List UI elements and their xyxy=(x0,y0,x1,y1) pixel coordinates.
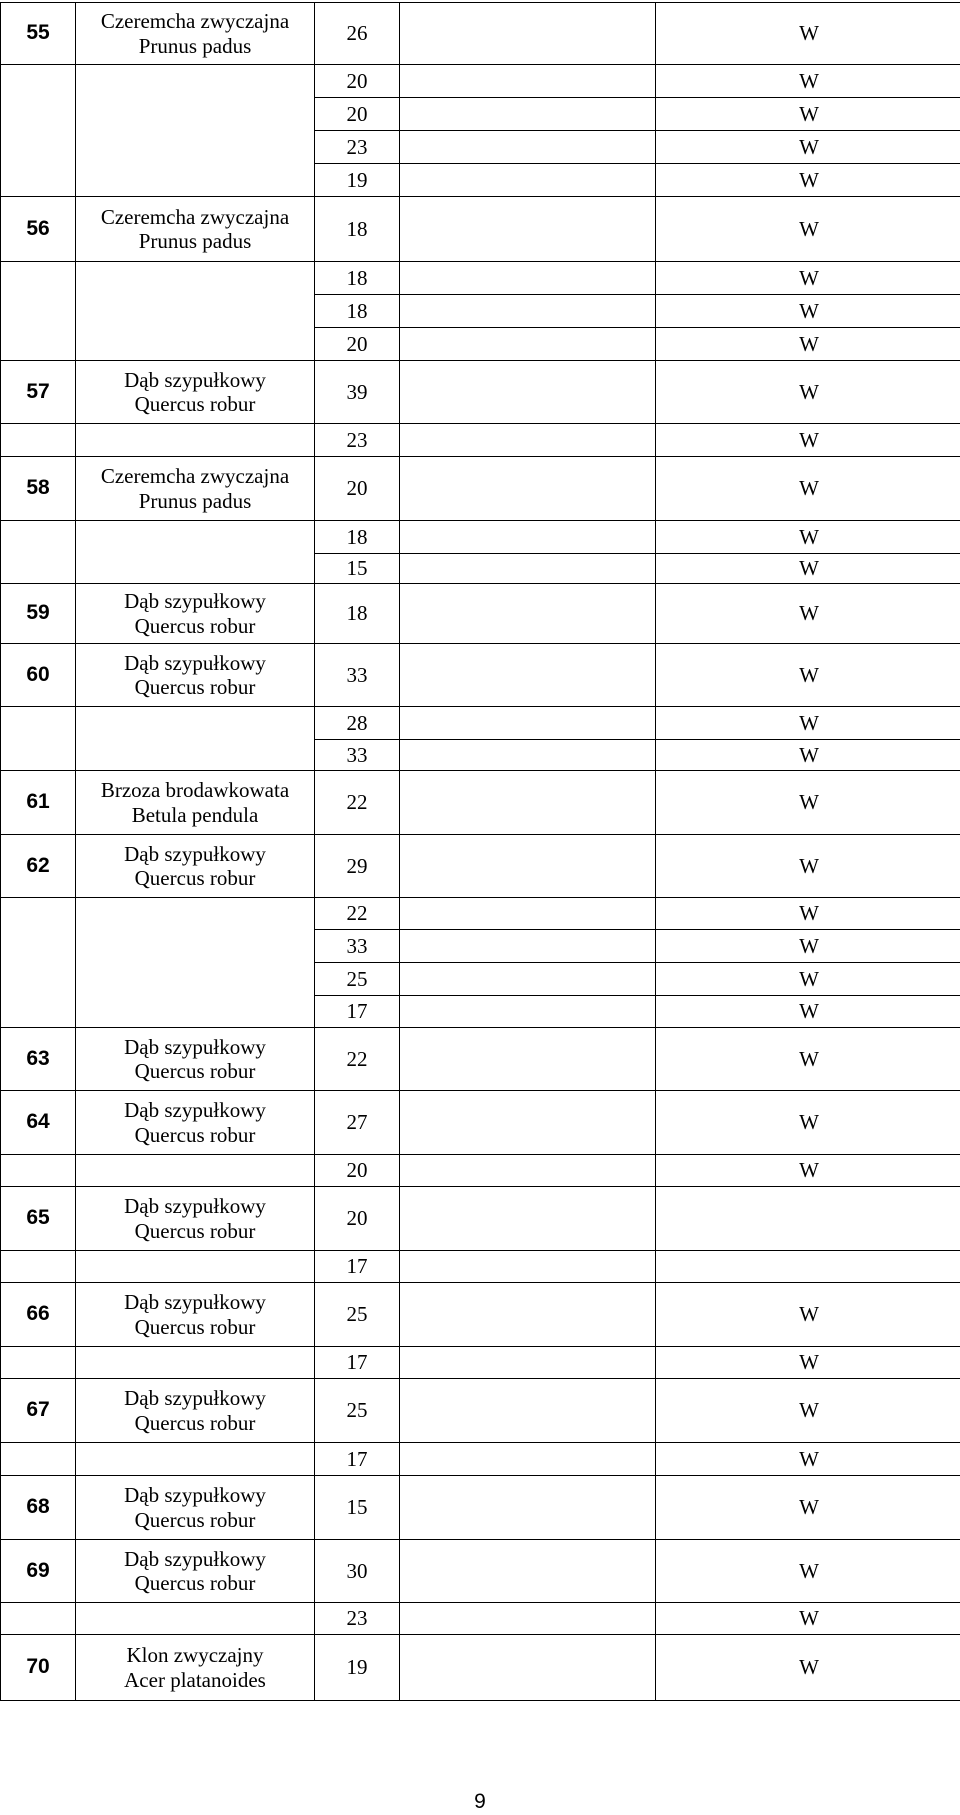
tree-number: 68 xyxy=(1,1476,76,1540)
table-row xyxy=(1,361,960,424)
species-cell xyxy=(76,197,315,262)
mark-cell: W xyxy=(656,521,960,554)
table-row xyxy=(1,1283,960,1347)
species-name-latin: Prunus padus xyxy=(138,488,252,513)
species-cell xyxy=(76,1155,315,1187)
trunk-size-cell: 18 xyxy=(315,197,400,262)
species-cell xyxy=(76,424,315,457)
mark-cell xyxy=(656,1251,960,1283)
species-name-polish: Dąb szypułkowy xyxy=(124,367,266,392)
tree-number: 70 xyxy=(1,1635,76,1701)
species-cell xyxy=(76,361,315,424)
empty-cell xyxy=(400,131,656,164)
species-name-polish: Dąb szypułkowy xyxy=(124,841,266,866)
trunk-size-cell: 30 xyxy=(315,1540,400,1603)
tree-number xyxy=(1,707,76,771)
species-cell xyxy=(76,1476,315,1540)
tree-number xyxy=(1,1155,76,1187)
trunk-size-cell: 17 xyxy=(315,1251,400,1283)
tree-number xyxy=(1,1603,76,1635)
empty-cell xyxy=(400,1251,656,1283)
tree-number: 64 xyxy=(1,1091,76,1155)
empty-cell xyxy=(400,554,656,584)
species-cell xyxy=(76,584,315,644)
species-cell xyxy=(76,1443,315,1476)
empty-cell xyxy=(400,996,656,1028)
species-cell xyxy=(76,1540,315,1603)
trunk-size-cell: 23 xyxy=(315,424,400,457)
table-row xyxy=(1,3,960,65)
trunk-size-cell: 17 xyxy=(315,996,400,1028)
table-row xyxy=(1,1540,960,1603)
mark-cell: W xyxy=(656,164,960,197)
species-name-polish: Dąb szypułkowy xyxy=(124,1194,266,1219)
mark-cell: W xyxy=(656,98,960,131)
tree-number: 65 xyxy=(1,1187,76,1251)
species-name-latin: Acer platanoides xyxy=(124,1667,266,1692)
table-row xyxy=(1,262,960,295)
species-name-latin: Quercus robur xyxy=(134,1410,256,1435)
tree-number xyxy=(1,1443,76,1476)
tree-number: 63 xyxy=(1,1028,76,1091)
empty-cell xyxy=(400,1347,656,1379)
species-cell xyxy=(76,1635,315,1701)
species-cell xyxy=(76,3,315,65)
trunk-size-cell: 20 xyxy=(315,1155,400,1187)
species-name-latin: Quercus robur xyxy=(134,1122,256,1147)
mark-cell: W xyxy=(656,1476,960,1540)
table-row xyxy=(1,1347,960,1379)
tree-number xyxy=(1,424,76,457)
species-cell xyxy=(76,835,315,898)
mark-cell: W xyxy=(656,1155,960,1187)
tree-number: 58 xyxy=(1,457,76,521)
table-row xyxy=(1,1635,960,1701)
table-row xyxy=(1,1028,960,1091)
species-name-polish: Klon zwyczajny xyxy=(126,1643,264,1668)
mark-cell: W xyxy=(656,197,960,262)
tree-number: 57 xyxy=(1,361,76,424)
table-row xyxy=(1,1379,960,1443)
table-body xyxy=(1,3,960,1701)
mark-cell: W xyxy=(656,1283,960,1347)
species-cell xyxy=(76,1187,315,1251)
page-number: 9 xyxy=(474,1790,486,1813)
empty-cell xyxy=(400,1283,656,1347)
table-row xyxy=(1,65,960,98)
table-row xyxy=(1,1251,960,1283)
species-name-latin: Prunus padus xyxy=(138,229,252,253)
trunk-size-cell: 26 xyxy=(315,3,400,65)
species-cell xyxy=(76,1251,315,1283)
mark-cell: W xyxy=(656,1379,960,1443)
empty-cell xyxy=(400,644,656,707)
table-row xyxy=(1,584,960,644)
trunk-size-cell: 19 xyxy=(315,164,400,197)
species-name-polish: Dąb szypułkowy xyxy=(124,1483,266,1508)
trunk-size-cell: 18 xyxy=(315,262,400,295)
species-cell xyxy=(76,771,315,835)
mark-cell: W xyxy=(656,835,960,898)
species-name-latin: Quercus robur xyxy=(134,392,256,416)
tree-number: 60 xyxy=(1,644,76,707)
empty-cell xyxy=(400,328,656,361)
trunk-size-cell: 15 xyxy=(315,554,400,584)
empty-cell xyxy=(400,707,656,740)
trunk-size-cell: 33 xyxy=(315,740,400,771)
table-row xyxy=(1,457,960,521)
species-cell xyxy=(76,1091,315,1155)
species-name-latin: Prunus padus xyxy=(138,33,252,58)
species-name-polish: Dąb szypułkowy xyxy=(124,1098,266,1123)
empty-cell xyxy=(400,1603,656,1635)
table-row xyxy=(1,1091,960,1155)
trunk-size-cell: 15 xyxy=(315,1476,400,1540)
mark-cell xyxy=(656,1187,960,1251)
species-name-latin: Quercus robur xyxy=(134,1571,256,1595)
mark-cell: W xyxy=(656,1635,960,1701)
mark-cell: W xyxy=(656,898,960,930)
species-name-latin: Quercus robur xyxy=(134,1314,256,1339)
table-row xyxy=(1,1187,960,1251)
tree-inventory-table xyxy=(0,2,960,1701)
mark-cell: W xyxy=(656,424,960,457)
mark-cell: W xyxy=(656,771,960,835)
empty-cell xyxy=(400,771,656,835)
species-cell xyxy=(76,1283,315,1347)
mark-cell: W xyxy=(656,1603,960,1635)
mark-cell: W xyxy=(656,65,960,98)
trunk-size-cell: 23 xyxy=(315,1603,400,1635)
trunk-size-cell: 25 xyxy=(315,1379,400,1443)
mark-cell: W xyxy=(656,707,960,740)
species-name-polish: Dąb szypułkowy xyxy=(124,650,266,675)
empty-cell xyxy=(400,457,656,521)
mark-cell: W xyxy=(656,361,960,424)
empty-cell xyxy=(400,1091,656,1155)
table-row xyxy=(1,644,960,707)
trunk-size-cell: 18 xyxy=(315,584,400,644)
empty-cell xyxy=(400,3,656,65)
mark-cell: W xyxy=(656,644,960,707)
species-cell xyxy=(76,1379,315,1443)
tree-number: 62 xyxy=(1,835,76,898)
empty-cell xyxy=(400,1635,656,1701)
empty-cell xyxy=(400,197,656,262)
table-row xyxy=(1,707,960,740)
empty-cell xyxy=(400,963,656,996)
trunk-size-cell: 20 xyxy=(315,98,400,131)
trunk-size-cell: 27 xyxy=(315,1091,400,1155)
mark-cell: W xyxy=(656,262,960,295)
species-name-polish: Czeremcha zwyczajna xyxy=(100,9,290,34)
tree-number: 61 xyxy=(1,771,76,835)
empty-cell xyxy=(400,930,656,963)
empty-cell xyxy=(400,262,656,295)
trunk-size-cell: 23 xyxy=(315,131,400,164)
mark-cell: W xyxy=(656,3,960,65)
empty-cell xyxy=(400,521,656,554)
empty-cell xyxy=(400,164,656,197)
table-row xyxy=(1,771,960,835)
species-cell xyxy=(76,262,315,361)
trunk-size-cell: 22 xyxy=(315,771,400,835)
trunk-size-cell: 22 xyxy=(315,898,400,930)
trunk-size-cell: 29 xyxy=(315,835,400,898)
species-cell xyxy=(76,1603,315,1635)
trunk-size-cell: 20 xyxy=(315,457,400,521)
trunk-size-cell: 19 xyxy=(315,1635,400,1701)
table-row xyxy=(1,197,960,262)
mark-cell: W xyxy=(656,328,960,361)
empty-cell xyxy=(400,835,656,898)
empty-cell xyxy=(400,65,656,98)
empty-cell xyxy=(400,295,656,328)
species-name-latin: Quercus robur xyxy=(134,675,256,699)
empty-cell xyxy=(400,1028,656,1091)
species-cell xyxy=(76,1028,315,1091)
species-cell xyxy=(76,707,315,771)
species-name-polish: Dąb szypułkowy xyxy=(124,589,266,614)
tree-number xyxy=(1,1347,76,1379)
tree-number: 66 xyxy=(1,1283,76,1347)
empty-cell xyxy=(400,1443,656,1476)
mark-cell: W xyxy=(656,1347,960,1379)
species-name-polish: Czeremcha zwyczajna xyxy=(100,464,290,489)
empty-cell xyxy=(400,1155,656,1187)
table-row xyxy=(1,898,960,930)
empty-cell xyxy=(400,584,656,644)
trunk-size-cell: 25 xyxy=(315,963,400,996)
mark-cell: W xyxy=(656,554,960,584)
species-cell xyxy=(76,1347,315,1379)
trunk-size-cell: 25 xyxy=(315,1283,400,1347)
mark-cell: W xyxy=(656,1540,960,1603)
species-name-polish: Dąb szypułkowy xyxy=(124,1386,266,1411)
mark-cell: W xyxy=(656,131,960,164)
species-name-latin: Quercus robur xyxy=(134,613,256,638)
tree-number: 59 xyxy=(1,584,76,644)
tree-number xyxy=(1,521,76,584)
tree-number xyxy=(1,65,76,197)
trunk-size-cell: 20 xyxy=(315,328,400,361)
tree-number: 56 xyxy=(1,197,76,262)
species-name-polish: Dąb szypułkowy xyxy=(124,1546,266,1571)
tree-number xyxy=(1,262,76,361)
species-cell xyxy=(76,457,315,521)
tree-number xyxy=(1,898,76,1028)
table-row xyxy=(1,1476,960,1540)
empty-cell xyxy=(400,1476,656,1540)
species-name-polish: Brzoza brodawkowata xyxy=(100,778,290,803)
trunk-size-cell: 20 xyxy=(315,1187,400,1251)
species-name-latin: Quercus robur xyxy=(134,1507,256,1532)
mark-cell: W xyxy=(656,740,960,771)
species-name-polish: Czeremcha zwyczajna xyxy=(100,204,290,229)
species-name-latin: Quercus robur xyxy=(134,866,256,890)
trunk-size-cell: 17 xyxy=(315,1443,400,1476)
tree-number: 69 xyxy=(1,1540,76,1603)
empty-cell xyxy=(400,361,656,424)
trunk-size-cell: 18 xyxy=(315,521,400,554)
species-cell xyxy=(76,644,315,707)
empty-cell xyxy=(400,1540,656,1603)
trunk-size-cell: 22 xyxy=(315,1028,400,1091)
species-name-latin: Quercus robur xyxy=(134,1218,256,1243)
tree-number: 55 xyxy=(1,3,76,65)
table-row xyxy=(1,521,960,554)
mark-cell: W xyxy=(656,996,960,1028)
empty-cell xyxy=(400,1187,656,1251)
table-row xyxy=(1,1155,960,1187)
species-name-polish: Dąb szypułkowy xyxy=(124,1290,266,1315)
empty-cell xyxy=(400,424,656,457)
mark-cell: W xyxy=(656,584,960,644)
empty-cell xyxy=(400,740,656,771)
species-name-latin: Quercus robur xyxy=(134,1059,256,1083)
empty-cell xyxy=(400,98,656,131)
trunk-size-cell: 33 xyxy=(315,930,400,963)
mark-cell: W xyxy=(656,1091,960,1155)
empty-cell xyxy=(400,898,656,930)
trunk-size-cell: 20 xyxy=(315,65,400,98)
trunk-size-cell: 17 xyxy=(315,1347,400,1379)
trunk-size-cell: 18 xyxy=(315,295,400,328)
mark-cell: W xyxy=(656,1443,960,1476)
mark-cell: W xyxy=(656,930,960,963)
mark-cell: W xyxy=(656,963,960,996)
table-row xyxy=(1,424,960,457)
species-cell xyxy=(76,521,315,584)
table-row xyxy=(1,835,960,898)
empty-cell xyxy=(400,1379,656,1443)
trunk-size-cell: 39 xyxy=(315,361,400,424)
tree-number: 67 xyxy=(1,1379,76,1443)
species-cell xyxy=(76,65,315,197)
tree-number xyxy=(1,1251,76,1283)
mark-cell: W xyxy=(656,457,960,521)
mark-cell: W xyxy=(656,1028,960,1091)
species-cell xyxy=(76,898,315,1028)
table-row xyxy=(1,1443,960,1476)
trunk-size-cell: 28 xyxy=(315,707,400,740)
mark-cell: W xyxy=(656,295,960,328)
trunk-size-cell: 33 xyxy=(315,644,400,707)
species-name-latin: Betula pendula xyxy=(131,802,259,827)
table-row xyxy=(1,1603,960,1635)
species-name-polish: Dąb szypułkowy xyxy=(124,1034,266,1059)
